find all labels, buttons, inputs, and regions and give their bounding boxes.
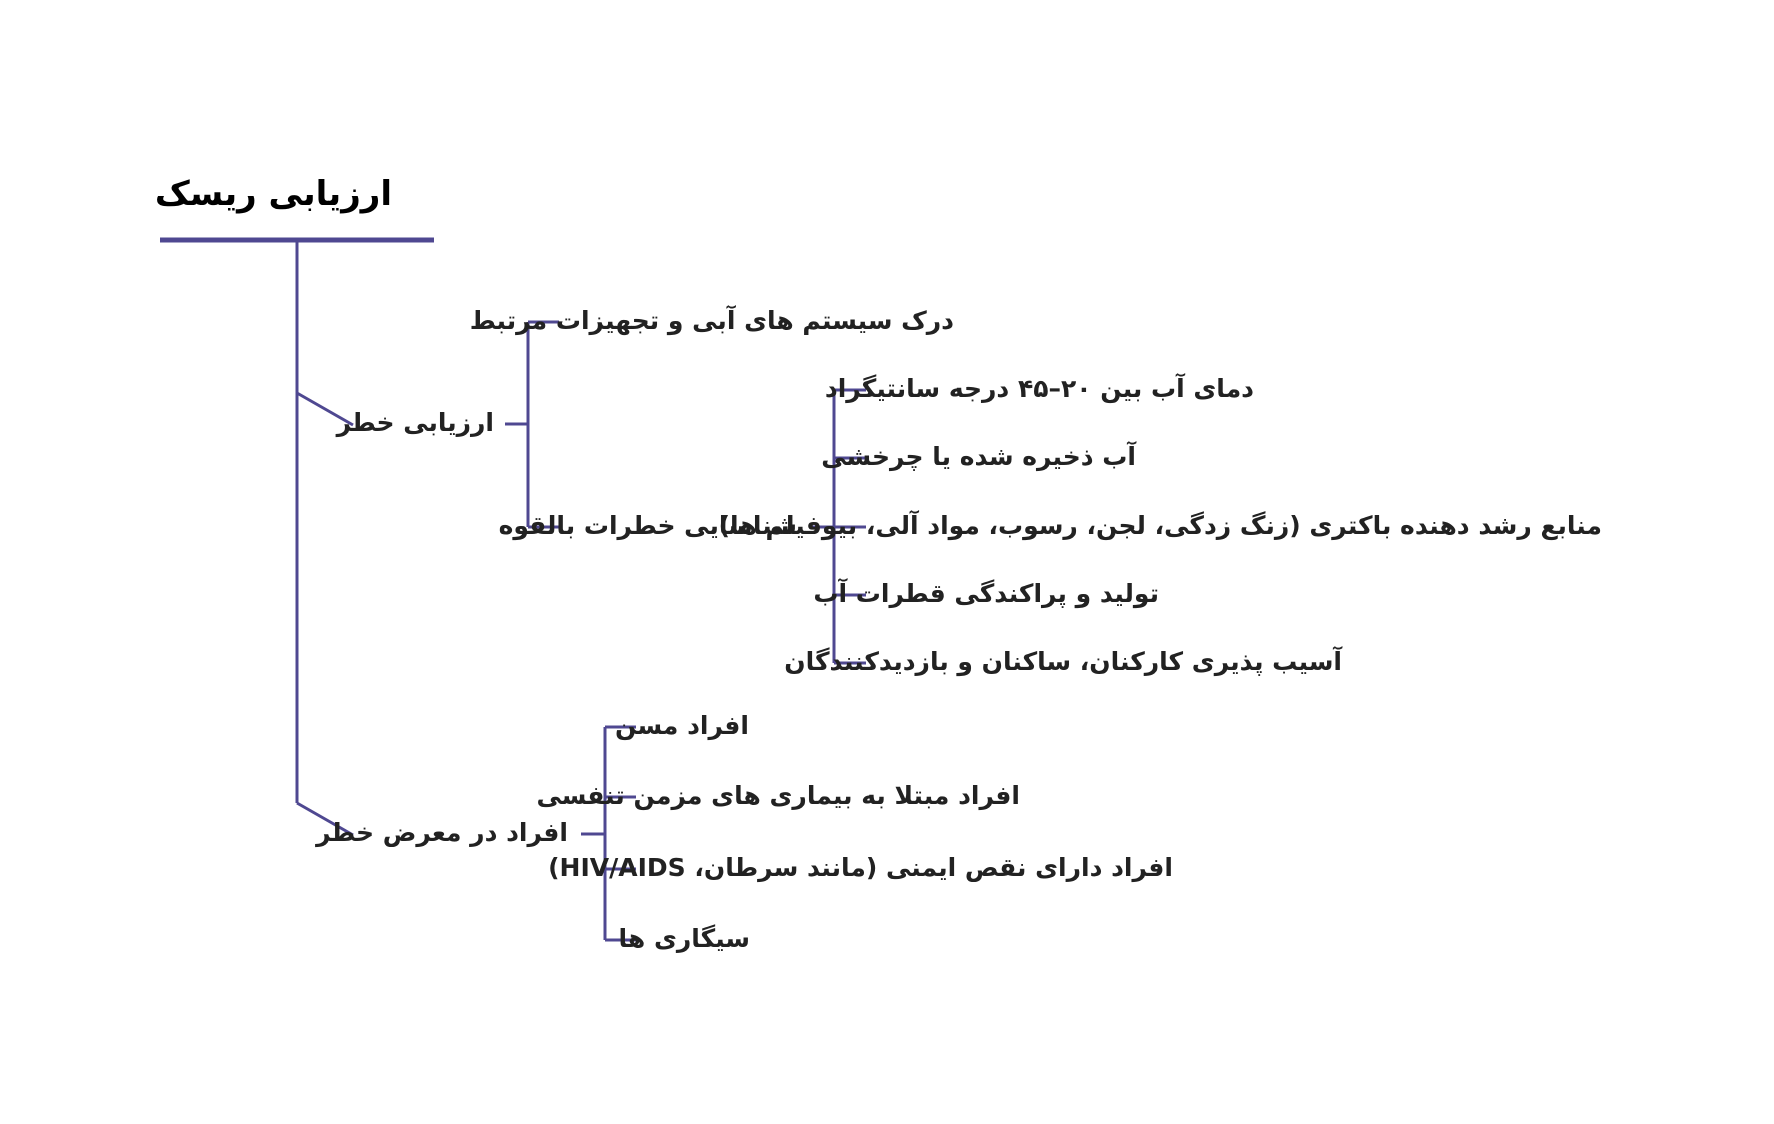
hazard-item-vulnerability: آسیب پذیری کارکنان، ساکنان و بازدیدکنندگان	[784, 647, 1342, 676]
people-item-elderly: افراد مسن	[614, 711, 749, 740]
hazard-item-bacterial-growth-sources: منابع رشد دهنده باکتری (زنگ زدگی، لجن، رسوب، مواد آلی، بیوفیلم ها)	[718, 511, 1602, 540]
hazard-item-stored-water: آب ذخیره شده یا چرخشی	[821, 442, 1136, 471]
node-understand-water-systems: درک سیستم های آبی و تجهیزات مرتبط	[469, 306, 954, 335]
node-identify-potential-hazards: شناسایی خطرات بالقوه	[498, 511, 797, 540]
node-people-at-risk: افراد در معرض خطر	[316, 818, 568, 847]
hazard-item-water-temperature: دمای آب بین ۲۰–۴۵ درجه سانتیگراد	[824, 374, 1254, 403]
hazard-item-droplet-dispersion: تولید و پراکندگی قطرات آب	[813, 579, 1159, 608]
node-hazard-assessment: ارزیابی خطر	[336, 408, 494, 437]
people-item-chronic-respiratory: افراد مبتلا به بیماری های مزمن تنفسی	[536, 781, 1020, 810]
people-item-immunocompromised: افراد دارای نقص ایمنی (مانند سرطان، HIV/AIDS)	[548, 853, 1173, 882]
diagram-title: ارزیابی ریسک	[154, 174, 392, 214]
people-item-smokers: سیگاری ها	[618, 924, 750, 953]
